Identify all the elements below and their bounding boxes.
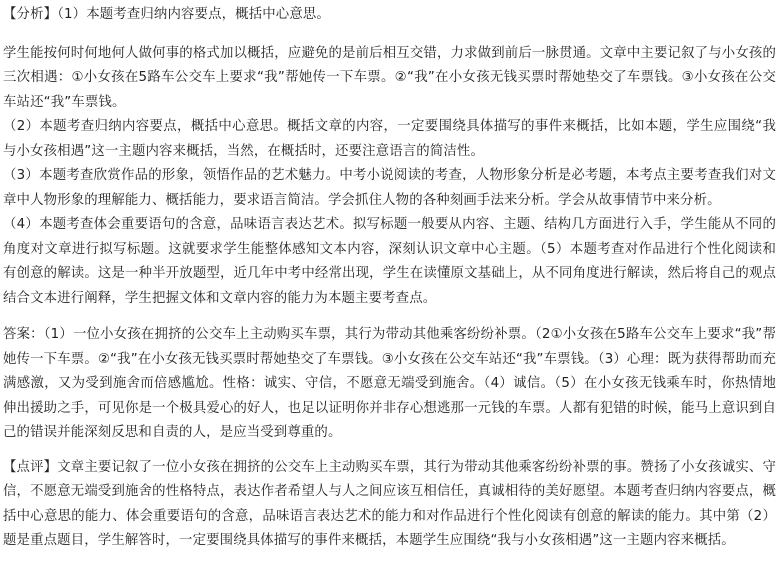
analysis-paragraph-2: （2）本题考查归纳内容要点，概括中心意思。概括文章的内容，一定要围绕具体描写的事件来概括，比如本题，学生应围绕“我与小女孩相遇”这一主题内容来概括，当然，在概括时，还要注意语言的简洁性。 [3, 119, 776, 159]
analysis-paragraph-3: （3）本题考查欣赏作品的形象，领悟作品的艺术魅力。中考小说阅读的考查，人物形象分析是必考题，本考点主要考查我们对文章中人物形象的理解能力、概括能力，要求语言简洁。学会抓住人物的各种刻画手法来分析。学会从故事情节中来分析。 [3, 168, 776, 208]
comment-paragraph: 【点评】文章主要记叙了一位小女孩在拥挤的公交车上主动购买车票，其行为带动其他乘客纷纷补票的事。赞扬了小女孩诚实、守信，不愿意无端受到施舍的性格特点，表达作者希望人与人之间应该互相信任，真诚相待的美好愿望。本题考查归纳内容要点，概括中心意思的能力、体会重要语句的含意，品味语言表达艺术的能力和对作品进行个性化阅读有创意的解读的能力。其中第（2）题是重点题目，学生解答时，一定要围绕具体描写的事件来概括，本题学生应围绕“我与小女孩相遇”这一主题内容来概括。 [3, 459, 776, 548]
analysis-header: 【分析】（1）本题考查归纳内容要点，概括中心意思。 [3, 7, 330, 22]
document-page [0, 3, 780, 573]
analysis-paragraph-4: （4）本题考查体会重要语句的含意，品味语言表达艺术。拟写标题一般要从内容、主题、结构几方面进行入手，学生能从不同的角度对文章进行拟写标题。这就要求学生能整体感知文本内容，深刻认识文章中心主题。（5）本题考查对作品进行个性化阅读和有创意的解读。这是一种半开放题型，近几年中考中经常出现，学生在读懂原文基础上，从不同角度进行解读，然后将自己的观点结合文本进行阐释，学生把握文体和文章内容的能力为本题主要考查点。 [3, 217, 776, 306]
analysis-paragraph-1: 学生能按何时何地何人做何事的格式加以概括，应避免的是前后相互交错，力求做到前后一脉贯通。文章中主要记叙了与小女孩的三次相遇：①小女孩在5路车公交车上要求“我”帮她传一下车票。②“我”在小女孩无钱买票时帮她垫交了车票钱。③小女孩在公交车站还“我”车票钱。 [3, 45, 776, 110]
answer-paragraph: 答案：（1）一位小女孩在拥挤的公交车上主动购买车票，其行为带动其他乘客纷纷补票。（2①小女孩在5路车公交车上要求“我”帮她传一下车票。②“我”在小女孩无钱买票时帮她垫交了车票钱。③小女孩在公交车站还“我”车票钱。（3）心理：既为获得帮助而充满感激，又为受到施舍而倍感尴尬。性格：诚实、守信，不愿意无端受到施舍。（4）诚信。（5）在小女孩无钱乘车时，你热情地伸出援助之手，可见你是一个极具爱心的好人，也足以证明你并非存心想逃那一元钱的车票。人都有犯错的时候，能马上意识到自己的错误并能深刻反思和自责的人，是应当受到尊重的。 [3, 327, 776, 440]
